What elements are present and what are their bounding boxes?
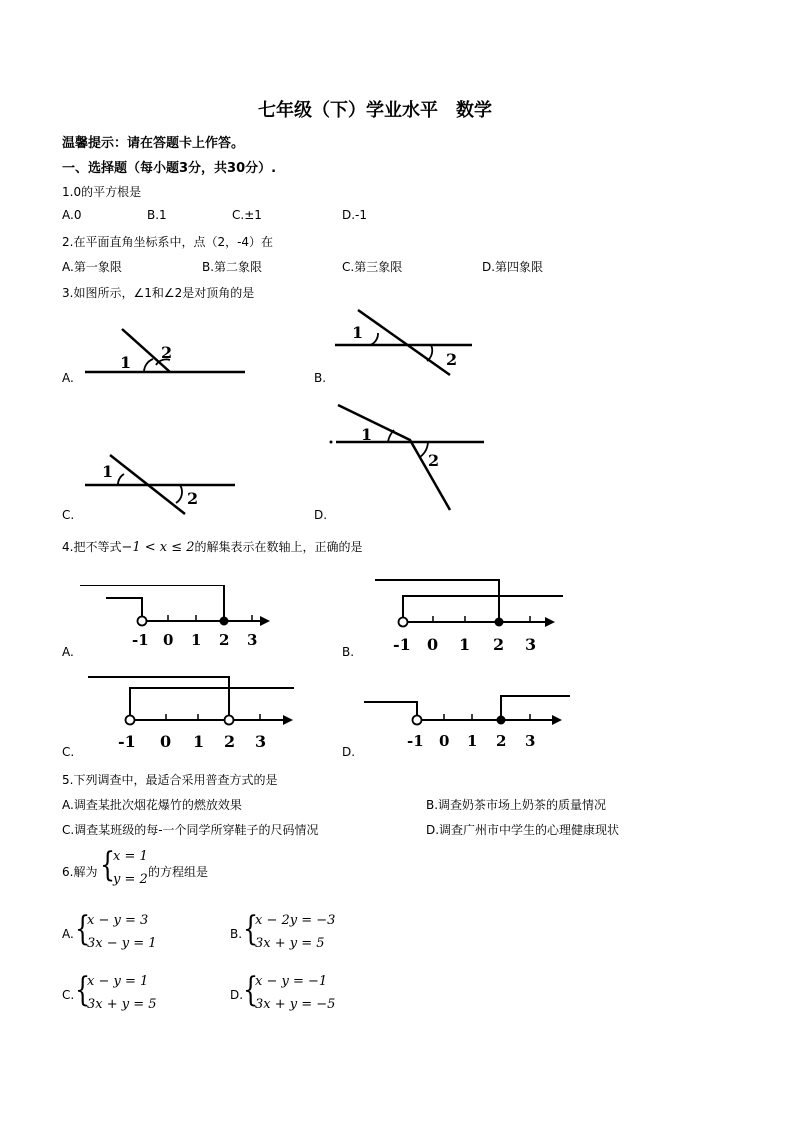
angle-label-1: 1	[361, 425, 373, 444]
q4-option-a: A.	[62, 645, 74, 659]
q5-option-d: D.调查广州市中学生的心理健康现状	[426, 823, 620, 837]
angle-arc	[420, 442, 428, 457]
angle-arc	[370, 333, 378, 345]
tick-label: 0	[160, 732, 172, 751]
axis-arrow	[260, 616, 270, 626]
tick-label: 1	[467, 732, 478, 750]
angle-label-2: 2	[446, 350, 458, 369]
tick-label: 2	[219, 631, 230, 649]
q1-option-b: B.1	[147, 208, 167, 222]
axis-arrow	[552, 715, 562, 725]
q1-option-c: C.±1	[232, 208, 262, 222]
tick-label: 3	[247, 631, 258, 649]
solution-ray-right	[130, 688, 294, 720]
tick-label: -1	[407, 732, 424, 750]
open-endpoint	[399, 618, 408, 627]
q6-option-c-eq2: 3x + y = 5	[87, 997, 157, 1012]
angle-label-1: 1	[352, 323, 364, 342]
q4-inequality: −1 < x ≤ 2	[121, 540, 195, 555]
tick-label: 1	[459, 635, 471, 654]
angle-label-2: 2	[161, 343, 173, 362]
tick-label: 0	[427, 635, 439, 654]
q5-option-c: C.调查某班级的每-一个同学所穿鞋子的尺码情况	[62, 823, 319, 837]
q3-figure-b	[330, 305, 480, 380]
angle-arc	[144, 359, 153, 372]
q6-option-c-label: C.	[62, 988, 75, 1002]
tick-label: -1	[393, 635, 411, 654]
q6-option-a-eq2: 3x − y = 1	[87, 936, 157, 951]
q6-option-d-eq1: x − y = −1	[255, 974, 328, 989]
brace: {	[75, 970, 91, 1010]
angle-arc	[118, 474, 124, 485]
tick-label: 1	[193, 732, 205, 751]
q3-option-a: A.	[62, 371, 74, 385]
q6-option-b-eq2: 3x + y = 5	[255, 936, 325, 951]
q4-stem-prefix: 4.把不等式	[62, 540, 122, 554]
section-heading: 一、选择题（每小题3分，共30分）.	[62, 161, 277, 176]
solution-ray-right	[80, 585, 224, 621]
q4-option-d: D.	[342, 745, 356, 759]
closed-endpoint	[220, 617, 229, 626]
q3-option-d: D.	[314, 508, 328, 522]
q6-option-b-eq1: x − 2y = −3	[255, 913, 336, 928]
solution-ray-left	[364, 702, 417, 720]
q6-stem-suffix: 的方程组是	[148, 865, 209, 879]
question-3-stem: 3.如图所示，∠1和∠2是对顶角的是	[62, 286, 255, 300]
q3-figure-c	[80, 450, 245, 520]
angle-label-1: 1	[102, 462, 114, 481]
brace: {	[75, 909, 91, 949]
closed-endpoint	[497, 716, 506, 725]
brace: {	[243, 970, 259, 1010]
q2-option-d: D.第四象限	[482, 260, 544, 274]
angle-label-2: 2	[428, 451, 440, 470]
question-5-stem: 5.下列调查中，最适合采用普查方式的是	[62, 773, 278, 787]
solution-ray-right	[501, 696, 570, 720]
q2-option-b: B.第二象限	[202, 260, 263, 274]
tick-label: -1	[132, 631, 149, 649]
closed-endpoint	[495, 618, 504, 627]
tick-label: 0	[439, 732, 450, 750]
solution-ray-right	[403, 596, 563, 622]
q6-option-a-label: A.	[62, 927, 74, 941]
q6-option-a-eq1: x − y = 3	[87, 913, 149, 928]
open-endpoint	[126, 716, 135, 725]
angle-label-2: 2	[187, 489, 199, 508]
q2-option-c: C.第三象限	[342, 260, 403, 274]
q4-option-b: B.	[342, 645, 355, 659]
tick-label: 1	[191, 631, 202, 649]
q5-option-b: B.调查奶茶市场上奶茶的质量情况	[426, 798, 607, 812]
solution-ray-left	[106, 598, 142, 621]
q3-figure-a	[80, 325, 250, 385]
q1-option-a: A.0	[62, 208, 82, 222]
tick-label: 2	[224, 732, 236, 751]
tick-label: 3	[525, 732, 536, 750]
q4-numberline-a	[80, 585, 280, 655]
tick-label: 3	[525, 635, 537, 654]
solution-ray-left	[375, 580, 499, 622]
warm-tip: 温馨提示：请在答题卡上作答。	[62, 136, 245, 151]
q6-solution-x: x = 1	[113, 849, 148, 864]
page-title: 七年级（下）学业水平 数学	[258, 100, 492, 121]
q3-option-c: C.	[62, 508, 75, 522]
angle-label-1: 1	[120, 353, 132, 372]
q6-stem-prefix: 6.解为	[62, 865, 98, 879]
q3-option-b: B.	[314, 371, 327, 385]
dot	[330, 441, 333, 444]
question-2-stem: 2.在平面直角坐标系中，点（2，-4）在	[62, 235, 274, 249]
question-4-stem	[62, 538, 363, 555]
question-1-stem: 1.0的平方根是	[62, 185, 142, 199]
tick-label: 2	[493, 635, 505, 654]
tick-label: 2	[496, 732, 507, 750]
brace: {	[243, 909, 259, 949]
open-endpoint	[413, 716, 422, 725]
q4-numberline-c	[88, 672, 298, 752]
q6-option-d-label: D.	[230, 988, 244, 1002]
q4-numberline-b	[375, 576, 570, 658]
q1-option-d: D.-1	[342, 208, 368, 222]
tick-label: 3	[255, 732, 267, 751]
q5-option-a: A.调查某批次烟花爆竹的燃放效果	[62, 798, 242, 812]
brace: {	[100, 845, 116, 885]
angle-arc	[176, 485, 182, 503]
q6-option-c-eq1: x − y = 1	[87, 974, 149, 989]
q3-figure-d	[328, 400, 488, 515]
q4-option-c: C.	[62, 745, 75, 759]
tick-label: 0	[163, 631, 174, 649]
solution-ray-left	[88, 677, 229, 720]
q4-stem-suffix: 的解集表示在数轴上，正确的是	[194, 540, 363, 554]
open-endpoint	[138, 617, 147, 626]
q6-solution-y: y = 2	[113, 872, 148, 887]
q6-option-b-label: B.	[230, 927, 243, 941]
open-endpoint	[225, 716, 234, 725]
q2-option-a: A.第一象限	[62, 260, 122, 274]
q6-option-d-eq2: 3x + y = −5	[255, 997, 336, 1012]
q4-numberline-d	[362, 690, 572, 752]
axis-arrow	[283, 715, 293, 725]
figure-line	[358, 310, 450, 375]
axis-arrow	[545, 617, 555, 627]
tick-label: -1	[118, 732, 136, 751]
